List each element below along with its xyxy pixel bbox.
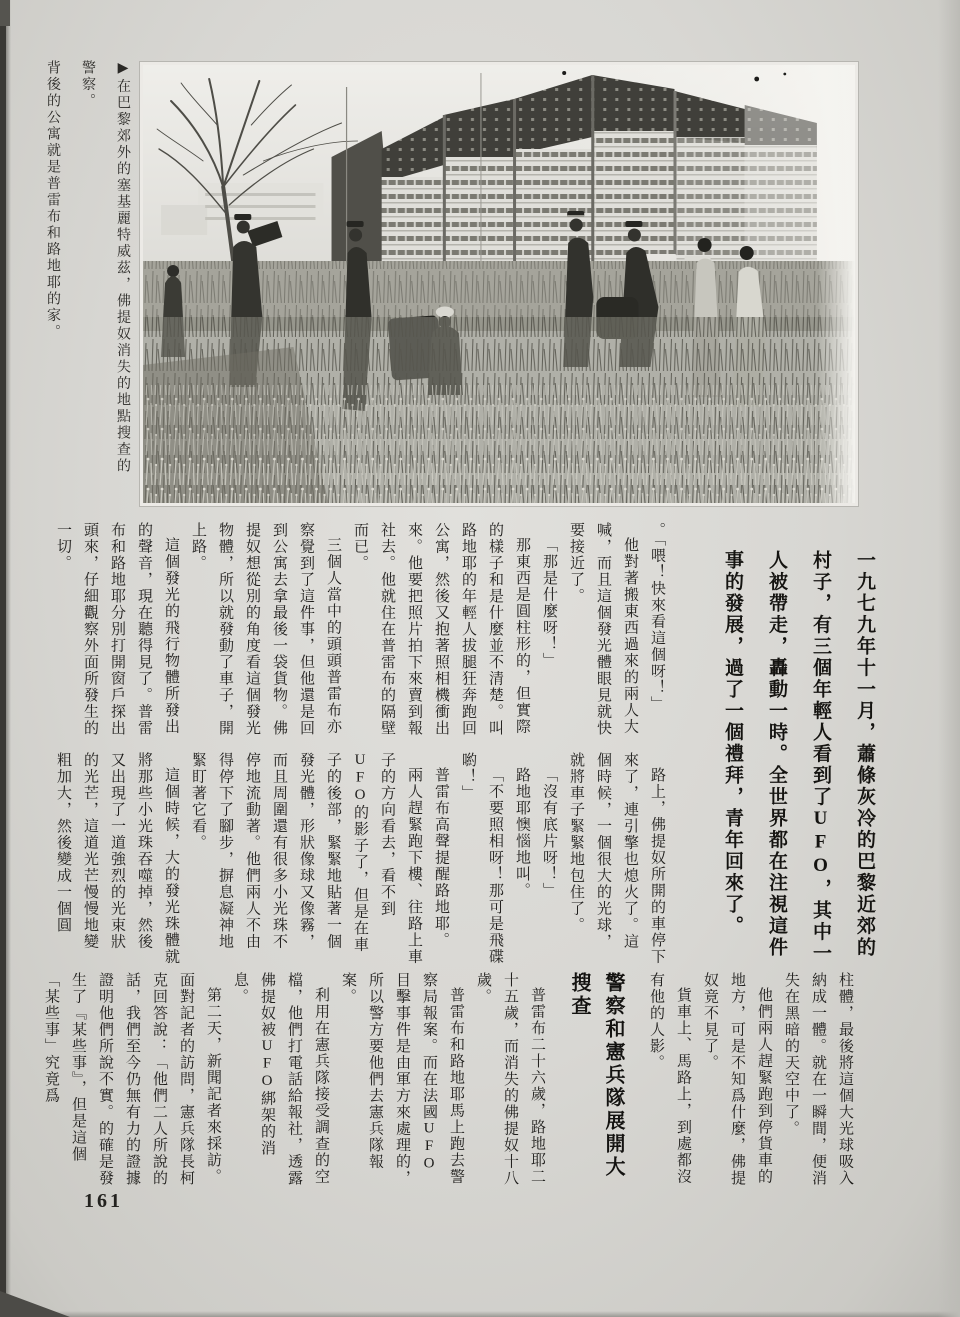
field-search-photo xyxy=(140,62,858,506)
body-paragraph: 他對著搬東西過來的兩人大喊，而且這個發光體眼見就快要接近了。 xyxy=(568,522,638,737)
photo-caption-line: 背後的公寓就是普雷布和路地耶的家。 xyxy=(45,60,60,341)
page-number: 161 xyxy=(84,1190,123,1212)
body-band-2 xyxy=(55,752,670,966)
body-paragraph: 兩人趕緊跑下樓、往路上車子的方向看去，看不到UFO的影子了，但是在車子的後部，緊緊地貼著一個發光體，形狀像球又像霧，而且周圍還有很多小光珠不停地流動著。他們兩人不由得停下了腳步，摒息凝神地緊盯著它看。 xyxy=(190,752,422,965)
body-paragraph: 三個人當中的頭頭普雷布亦察覺到了這件事，但他還是回到公寓去拿最後一袋貨物。佛提奴想從別的角度看這個發光物體，所以就發動了車子，開上路。 xyxy=(190,522,341,737)
body-paragraph: 這個時候，大的發光珠體就將那些小光珠吞噬掉，然後又出現了一道強烈的光束狀的光芒，這道光芒慢慢地變粗加大，然後變成一個圓 xyxy=(55,752,179,965)
scan-edge-left-shadow xyxy=(6,0,11,1317)
body-paragraph: 「不要照相呀！那可是飛碟喲！」 xyxy=(460,752,503,965)
body-paragraph: 普雷布和路地耶馬上跑去警察局報案。而在法國UFO目擊事件是由軍方來處理的，所以警方要他們去憲兵隊報案。 xyxy=(340,972,464,1187)
scan-edge-right xyxy=(938,0,960,1317)
section-subheadline: 警察和憲兵隊展開大搜查 xyxy=(568,972,624,1179)
body-paragraph: 普雷布二十六歲，路地耶二十五歲，而消失的佛提奴十八歲。 xyxy=(475,972,545,1187)
body-paragraph: 路上，佛提奴所開的車停下來了，連引擎也熄火了。這個時候，一個很大的光球，就將車子緊緊地包住了。 xyxy=(568,752,665,965)
body-band-3 xyxy=(43,972,858,1188)
body-paragraph: 「那是什麼呀！」 xyxy=(541,537,557,669)
field-search-photo-art xyxy=(143,65,855,503)
scan-streak xyxy=(817,65,855,503)
lead-headline xyxy=(702,550,886,968)
body-paragraph: 。「喂！快來看這個呀！」 xyxy=(649,522,665,713)
scan-corner-top-left xyxy=(0,0,10,26)
body-band-1 xyxy=(55,522,670,738)
lead-headline-text: 一九七九年十一月，蕭條灰冷的巴黎近郊的村子，有三個年輕人看到了UFO，其中一人被帶走，轟動一時。全世界都在注視這件事的發展，過了一個禮拜，青年回來了。 xyxy=(722,550,875,965)
grass-field-foreground xyxy=(143,317,855,503)
photo-caption xyxy=(45,60,140,484)
body-paragraph: 貨車上、馬路上，到處都沒有他的人影。 xyxy=(648,972,691,1185)
body-paragraph: 路地耶懊惱地叫。 xyxy=(514,767,530,899)
body-paragraph: 這個發光的飛行物體所發出的聲音，現在聽得見了。普雷布和路地耶分別打開窗戶探出頭來，仔細觀察外面所發生的一切。 xyxy=(55,522,179,737)
body-paragraph: 利用在憲兵隊接受調查的空檔，他們打電話給報社，透露佛提奴被UFO綁架的消息。 xyxy=(232,972,329,1187)
scan-edge-bottom xyxy=(0,1311,960,1317)
scan-corner-bottom-left xyxy=(0,1291,70,1317)
body-paragraph: 他們兩人趕緊跑到停貨車的地方，可是不知爲什麼，佛提奴竟不見了。 xyxy=(702,972,772,1187)
body-paragraph: 「沒有底片呀！」 xyxy=(541,767,557,899)
body-paragraph: 普雷布高聲提醒路地耶。 xyxy=(433,767,449,949)
body-paragraph: 那東西是圓柱形的，但實際的樣子和是什麼並不清楚。叫路地耶的年輕人拔腿狂奔跑回公寓，然後又抱著照相機衝出來。他要把照片拍下來賣到報社去。他就住在普雷布的隔壁而已。 xyxy=(352,522,530,737)
body-paragraph: 柱體，最後將這個大光球吸入納成一體。就在一瞬間，便消失在黑暗的天空中了。 xyxy=(783,972,853,1187)
photo-caption-line: ▶在巴黎郊外的塞基麗特威茲，佛提奴消失的地點搜查的警察。 xyxy=(80,60,130,475)
body-paragraph: 第二天，新聞記者來採訪。面對記者的訪問，憲兵隊長柯克回答說：「他們二人所說的話，我們至今仍無有力的證據證明他們所說不實。的確是發生了『某些事』，但是這個「某些事」究竟爲 xyxy=(43,972,221,1187)
